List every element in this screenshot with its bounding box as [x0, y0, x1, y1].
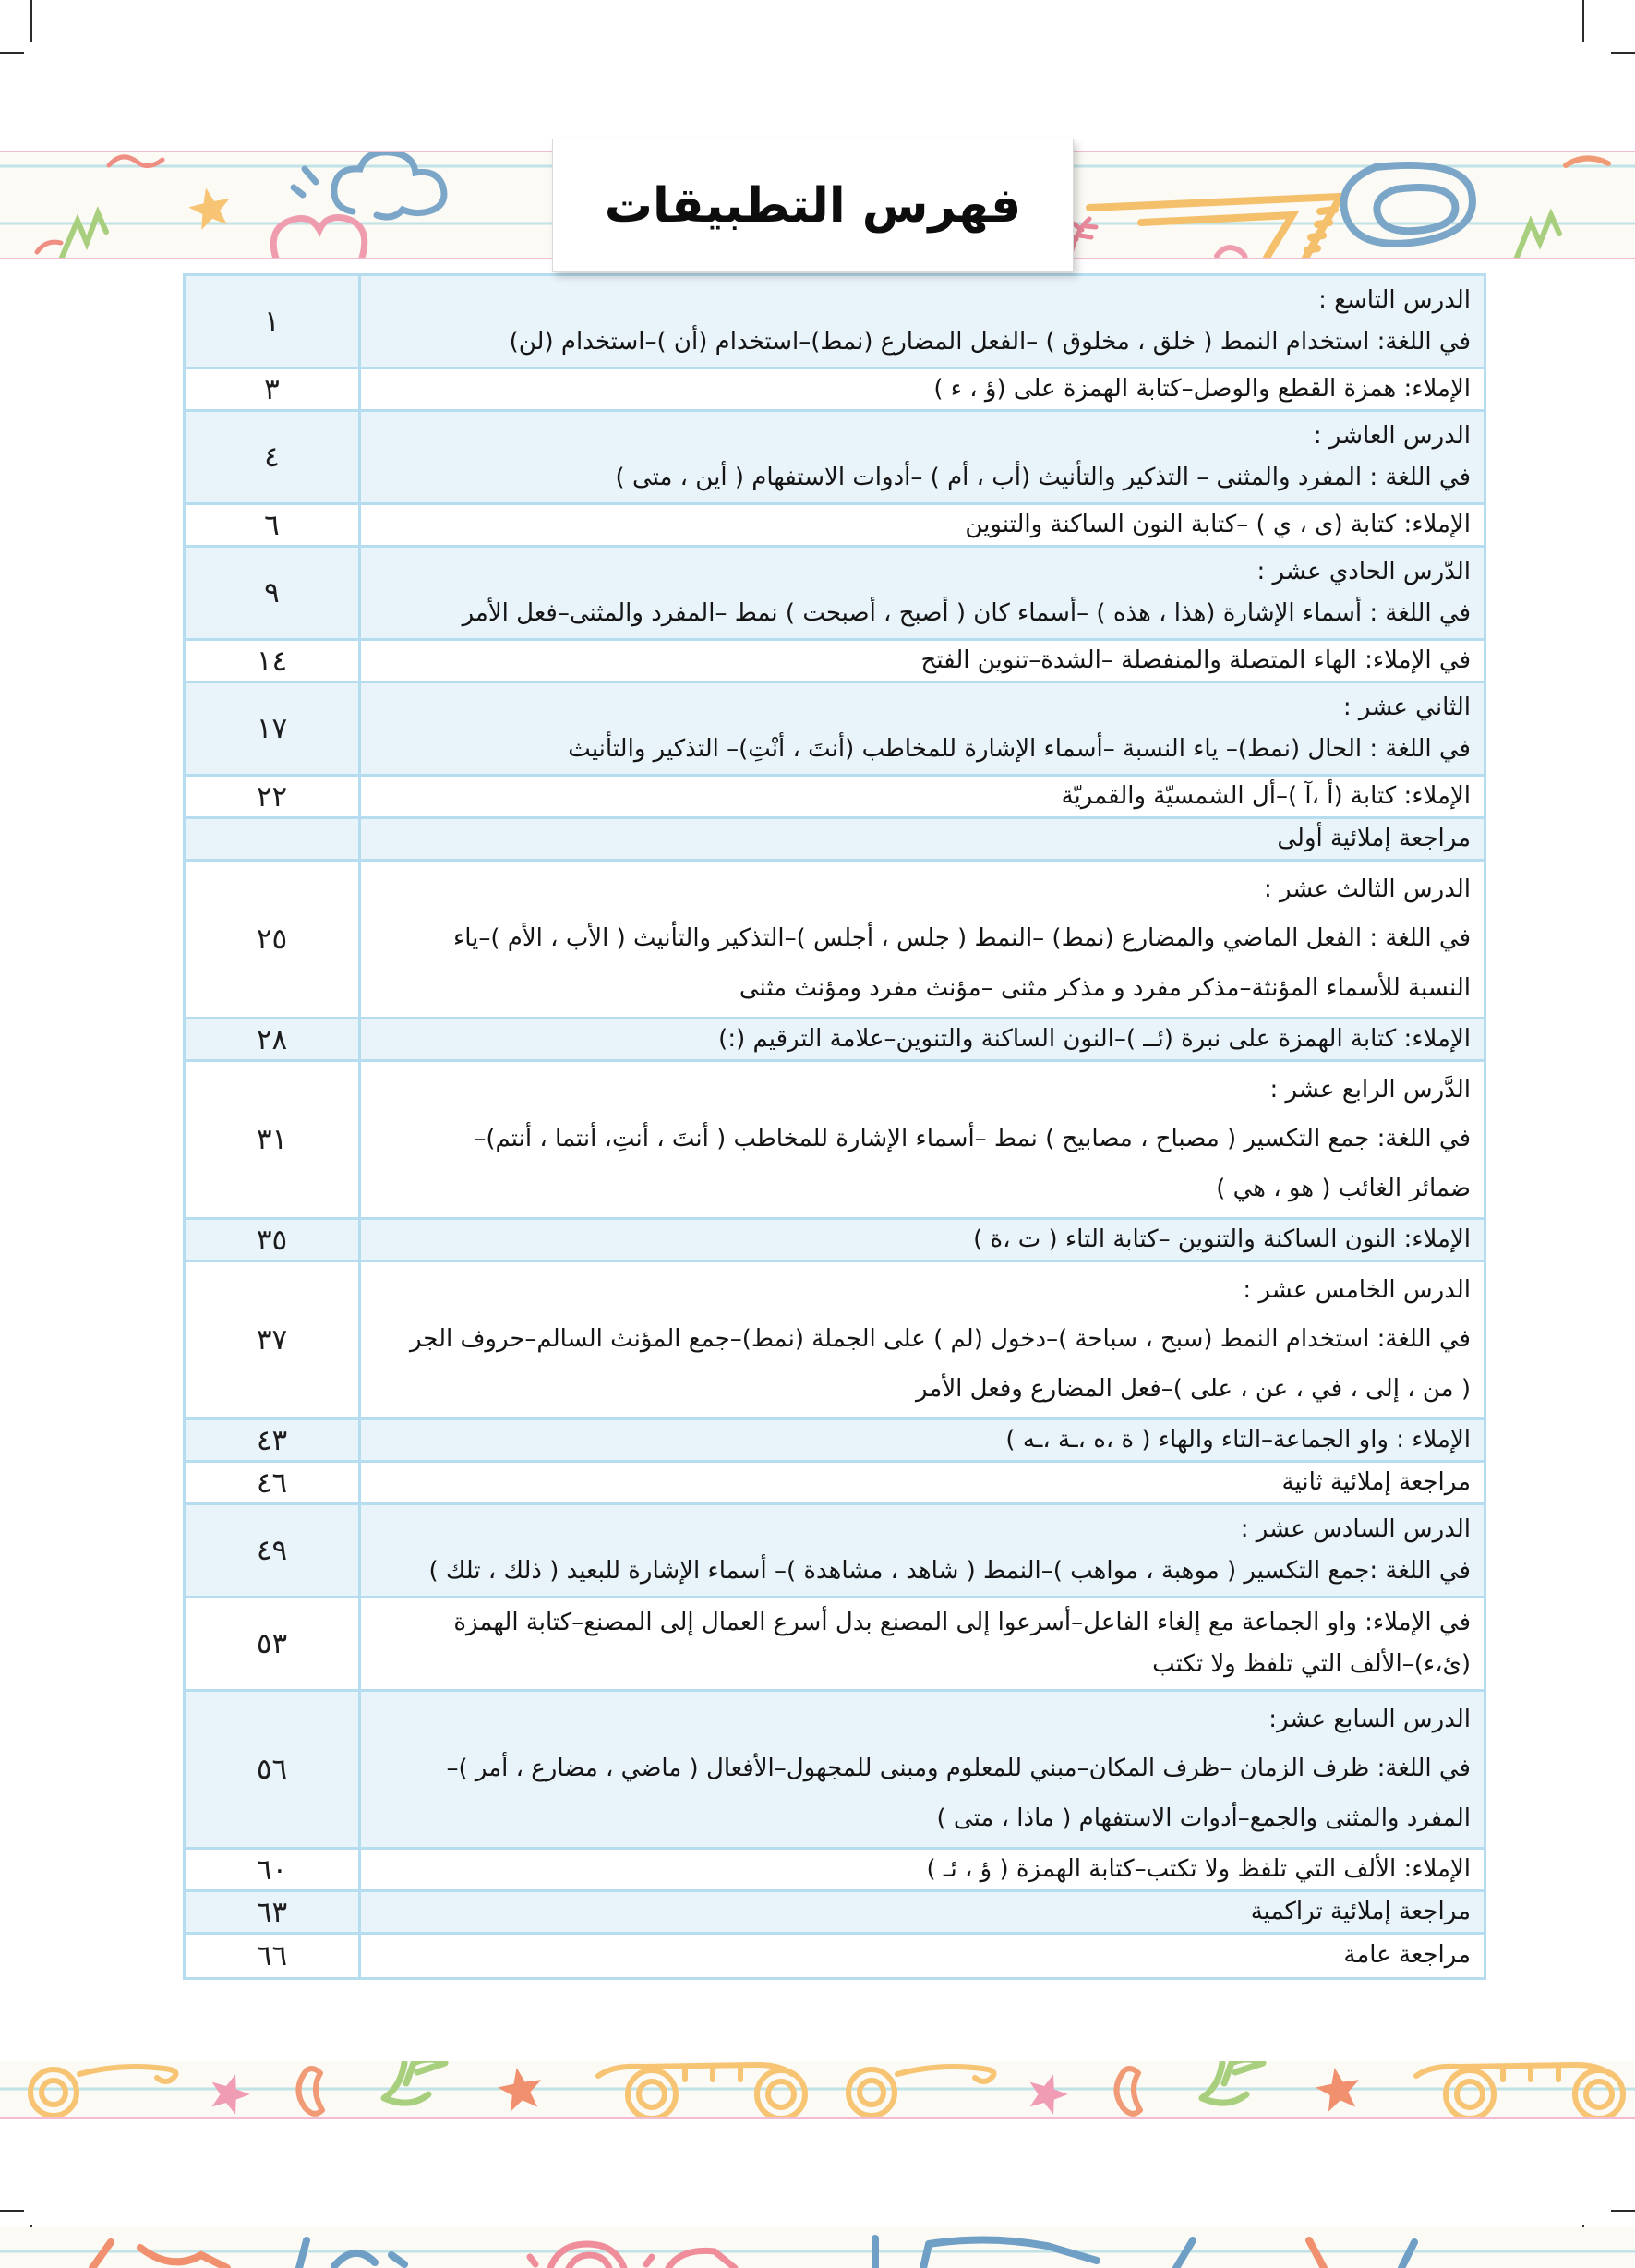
toc-entry [361, 1850, 1484, 1889]
rainbow-dots-icon [530, 2244, 735, 2268]
toc-line: المفرد والمثنى والجمع–أدوات الاستفهام ( ماذا ، متى ) [936, 1804, 1471, 1832]
table-row [186, 819, 1484, 862]
lesson-heading: الدرس الخامس عشر : [1243, 1276, 1471, 1305]
heart-icon [273, 218, 365, 260]
toc-entry [361, 1892, 1484, 1932]
arc-icon [1566, 158, 1608, 165]
table-row [186, 683, 1484, 777]
toc-entry [361, 777, 1484, 816]
blob-icon [1217, 247, 1245, 259]
toc-entry [361, 862, 1484, 1017]
lesson-heading: الدرس السابع عشر: [1268, 1706, 1471, 1734]
slash-doodle-icon [92, 2240, 1324, 2268]
toc-entry [361, 1220, 1484, 1260]
page-number [186, 819, 361, 859]
table-row [186, 1463, 1484, 1505]
table-row [186, 1062, 1484, 1220]
toc-line: في اللغة : الحال (نمط)– ياء النسبة –أسماء الإشارة للمخاطب (أنتَ ، أنْتِ)– التذكير والتأنيث [568, 734, 1471, 763]
toc-entry [361, 276, 1484, 367]
page-number: ٢٢ [186, 777, 361, 816]
page-number: ٣٧ [186, 1262, 361, 1418]
table-row [186, 369, 1484, 412]
lesson-heading: الدرس العاشر : [1313, 421, 1471, 450]
page-number: ٥٣ [186, 1598, 361, 1689]
lesson-heading: الدرس التاسع : [1318, 285, 1471, 314]
toc-line: في اللغة : المفرد والمثنى – التذكير والتأنيث (أب ، أم ) –أدوات الاستفهام ( أين ، متى ) [615, 463, 1471, 491]
table-row [186, 548, 1484, 641]
toc-entry [361, 1505, 1484, 1596]
page-number: ١٧ [186, 683, 361, 774]
toc-entry [361, 819, 1484, 859]
toc-line: في اللغة: استخدام النمط ( خلق ، مخلوق ) –الفعل المضارع (نمط)–استخدام (أن )–استخدام (لن) [509, 327, 1471, 356]
scallop-arc-icon [37, 157, 162, 252]
table-row [186, 1850, 1484, 1892]
toc-entry [361, 1463, 1484, 1502]
table-row [186, 641, 1484, 683]
toc-table-body [186, 276, 1484, 1977]
toc-line: في اللغة: ظرف الزمان –ظرف المكان–مبني للمعلوم ومبنى للمجهول–الأفعال ( ماضي ، مضارع ، أمر )– [446, 1755, 1471, 1783]
page-number: ٤٣ [186, 1420, 361, 1460]
toc-entry [361, 1420, 1484, 1460]
page-number: ٣١ [186, 1062, 361, 1217]
satchel-icon [1343, 165, 1473, 244]
table-row [186, 1019, 1484, 1062]
toc-line: مراجعة إملائية ثانية [1281, 1468, 1471, 1496]
page-number: ٦٠ [186, 1850, 361, 1889]
toc-line: الإملاء: الألف التي تلفظ ولا تكتب–كتابة الهمزة ( ؤ ، ئـ ) [926, 1855, 1471, 1883]
page-title: فهرس التطبيقات [604, 177, 1022, 234]
toc-entry [361, 641, 1484, 681]
toc-line: في اللغة : أسماء الإشارة (هذا ، هذه ) –أسماء كان ( أصبح ، أصبحت ) نمط –المفرد والمثنى–فعل الأمر [462, 598, 1471, 627]
page-number: ٩ [186, 548, 361, 638]
toc-line: الإملاء: كتابة (ى ، ي ) –كتابة النون الساكنة والتنوين [965, 511, 1471, 538]
toc-entry [361, 412, 1484, 502]
trim-mark [1582, 0, 1584, 42]
page-number: ١ [186, 276, 361, 367]
toc-line: (ئ،ء)–الألف التي تلفظ ولا تكتب [1152, 1649, 1471, 1678]
table-row [186, 862, 1484, 1019]
toc-entry [361, 369, 1484, 409]
toc-line: النسبة للأسماء المؤنثة–مذكر مفرد و مذكر مثنى –مؤنث مفرد ومؤنث مثنى [739, 973, 1471, 1002]
page-number: ٤٩ [186, 1505, 361, 1596]
table-row [186, 1692, 1484, 1850]
toc-entry [361, 1598, 1484, 1689]
table-row [186, 1598, 1484, 1692]
squiggle-icon [1516, 215, 1559, 259]
toc-entry [361, 1019, 1484, 1059]
page-number: ٢٥ [186, 862, 361, 1017]
table-row [186, 777, 1484, 819]
toc-line: مراجعة إملائية أولى [1277, 825, 1471, 852]
table-row [186, 1892, 1484, 1935]
page-number: ٣ [186, 369, 361, 409]
page-number: ٢٨ [186, 1019, 361, 1059]
toc-table [183, 273, 1486, 1980]
toc-line: الإملاء: النون الساكنة والتنوين –كتابة التاء ( ت ،ة ) [973, 1225, 1471, 1253]
toc-entry [361, 1935, 1484, 1977]
toc-line: في الإملاء: الهاء المتصلة والمنفصلة –الشدة–تنوين الفتح [920, 646, 1471, 674]
table-row [186, 1420, 1484, 1463]
page-number: ٤ [186, 412, 361, 502]
lesson-heading: الدّرس الحادي عشر : [1256, 557, 1471, 585]
trim-mark [30, 0, 32, 42]
toc-entry [361, 1692, 1484, 1847]
table-row [186, 1505, 1484, 1598]
trim-mark [1611, 52, 1635, 54]
toc-line: مراجعة عامة [1343, 1941, 1471, 1970]
toc-line: الإملاء: كتابة الهمزة على نبرة (ئــ )–النون الساكنة والتنوين–علامة الترقيم (:) [718, 1025, 1471, 1053]
set-square-icon [1089, 197, 1340, 259]
page-number: ٦٣ [186, 1892, 361, 1932]
lesson-heading: الدَّرس الرابع عشر : [1269, 1076, 1471, 1104]
lesson-heading: الدرس الثالث عشر : [1263, 875, 1471, 904]
toc-entry [361, 505, 1484, 545]
trim-mark [0, 52, 24, 54]
lesson-heading: الدرس السادس عشر : [1240, 1514, 1471, 1543]
toc-line: في اللغة: استخدام النمط (سبح ، سباحة )–دخول (لم ) على الجملة (نمط)–جمع المؤنث السالم–حروف الجر [409, 1325, 1471, 1354]
page-number: ٤٦ [186, 1463, 361, 1502]
page-number: ٦٦ [186, 1935, 361, 1977]
lesson-heading: في الإملاء: واو الجماعة مع إلغاء الفاعل–أسرعوا إلى المصنع بدل أسرع العمال إلى المصنع–كتابة الهمزة [453, 1608, 1471, 1636]
squiggle-icon [61, 213, 106, 259]
table-row [186, 1935, 1484, 1977]
page-number: ٦ [186, 505, 361, 545]
flag-doodle-icon [875, 2238, 1097, 2268]
toc-line: الإملاء : واو الجماعة–التاء والهاء ( ة ،ه ،ـة ،ـه ) [1005, 1426, 1471, 1454]
toc-entry [361, 1062, 1484, 1217]
table-row [186, 1262, 1484, 1420]
page-number: ٣٥ [186, 1220, 361, 1260]
table-row [186, 276, 1484, 369]
toc-entry [361, 548, 1484, 638]
table-row [186, 1220, 1484, 1262]
toc-line: في اللغة: جمع التكسير ( مصباح ، مصابيح ) نمط –أسماء الإشارة للمخاطب ( أنتَ ، أنتِ، أنتما ، أنتم)– [474, 1125, 1471, 1153]
toc-line: ( من ، إلى ، في ، عن ، على )–فعل المضارع وفعل الأمر [916, 1374, 1471, 1403]
doodle-band-footer [0, 2227, 1635, 2268]
toc-line: ضمائر الغائب ( هو ، هي ) [1216, 1174, 1471, 1202]
trim-mark [0, 2210, 24, 2212]
toc-line: في اللغة : الفعل الماضي والمضارع (نمط) –النمط ( جلس ، أجلس )–التذكير والتأنيث ( الأب ، الأم )–ياء [452, 924, 1471, 953]
toc-line: الإملاء: كتابة (أ ،آ )–أل الشمسيّة والقمريّة [1061, 782, 1471, 810]
trim-mark [1611, 2210, 1635, 2212]
lesson-heading: الثاني عشر : [1342, 693, 1471, 721]
arc-doodle-icon [299, 2240, 1414, 2268]
doodle-band-bottom [0, 2061, 1635, 2119]
table-row [186, 505, 1484, 548]
toc-line: الإملاء: همزة القطع والوصل–كتابة الهمزة على (ؤ ، ء ) [933, 375, 1471, 403]
toc-line: في اللغة :جمع التكسير ( موهبة ، مواهب )–النمط ( شاهد ، مشاهدة )– أسماء الإشارة للبعيد ( ذلك ، تلك ) [428, 1556, 1471, 1585]
title-box [552, 139, 1074, 272]
table-row [186, 412, 1484, 505]
cloud-icon [294, 152, 444, 217]
toc-line: مراجعة إملائية تراكمية [1250, 1898, 1471, 1925]
toc-entry [361, 683, 1484, 774]
toc-entry [361, 1262, 1484, 1418]
page-number: ٥٦ [186, 1692, 361, 1847]
page-number: ١٤ [186, 641, 361, 681]
